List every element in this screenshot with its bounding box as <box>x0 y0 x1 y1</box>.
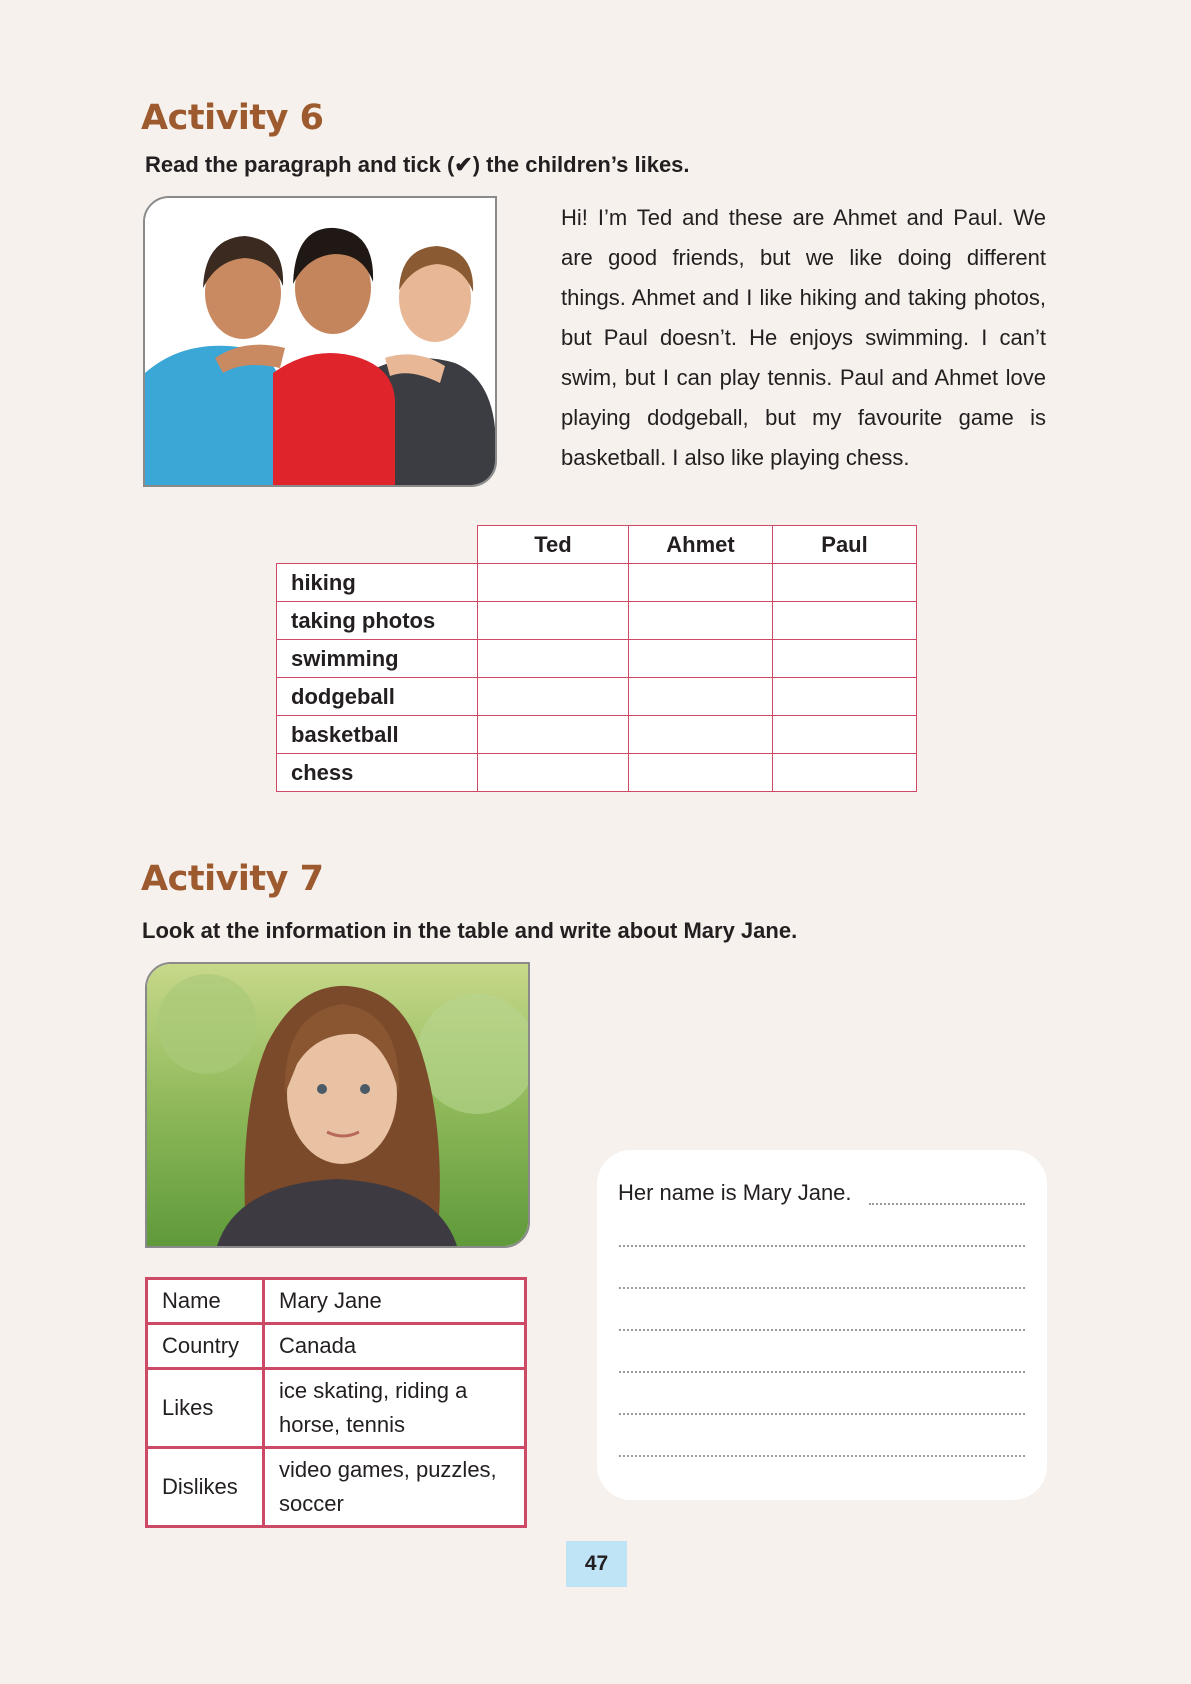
info-label-likes: Likes <box>147 1369 264 1448</box>
tick-cell[interactable] <box>478 678 629 716</box>
writing-line[interactable] <box>869 1203 1025 1205</box>
page-number: 47 <box>566 1541 627 1587</box>
tick-cell[interactable] <box>478 716 629 754</box>
row-label-hiking: hiking <box>277 564 478 602</box>
table-row <box>277 754 917 792</box>
info-value-name: Mary Jane <box>264 1279 526 1324</box>
table-row <box>147 1448 526 1527</box>
activity-6-title: Activity 6 <box>141 98 324 138</box>
empty-corner-cell <box>277 526 478 564</box>
writing-line[interactable] <box>619 1413 1025 1415</box>
writing-line[interactable] <box>619 1287 1025 1289</box>
three-boys-illustration <box>145 198 495 485</box>
tick-cell[interactable] <box>773 678 917 716</box>
tick-cell[interactable] <box>773 754 917 792</box>
table-row <box>147 1279 526 1324</box>
info-value-likes: ice skating, riding a horse, tennis <box>264 1369 526 1448</box>
column-header-ahmet: Ahmet <box>629 526 773 564</box>
boys-photo <box>143 196 497 487</box>
girl-illustration <box>147 964 528 1246</box>
info-value-country: Canada <box>264 1324 526 1369</box>
table-row <box>277 640 917 678</box>
tick-cell[interactable] <box>629 716 773 754</box>
activity-7-instruction: Look at the information in the table and write about Mary Jane. <box>142 918 798 943</box>
girl-photo <box>145 962 530 1248</box>
column-header-paul: Paul <box>773 526 917 564</box>
table-row <box>277 678 917 716</box>
tick-cell[interactable] <box>629 602 773 640</box>
row-label-chess: chess <box>277 754 478 792</box>
writing-line[interactable] <box>619 1455 1025 1457</box>
activity-7-title: Activity 7 <box>141 859 324 899</box>
writing-box <box>597 1150 1047 1500</box>
tick-cell[interactable] <box>773 640 917 678</box>
table-row <box>277 564 917 602</box>
row-label-dodgeball: dodgeball <box>277 678 478 716</box>
mary-jane-info-table <box>145 1277 527 1528</box>
info-value-dislikes: video games, puzzles, soccer <box>264 1448 526 1527</box>
writing-line[interactable] <box>619 1371 1025 1373</box>
tick-cell[interactable] <box>629 678 773 716</box>
row-label-basketball: basketball <box>277 716 478 754</box>
tick-cell[interactable] <box>773 564 917 602</box>
tick-cell[interactable] <box>478 754 629 792</box>
writing-line[interactable] <box>619 1245 1025 1247</box>
writing-line[interactable] <box>619 1329 1025 1331</box>
tick-cell[interactable] <box>478 640 629 678</box>
likes-table <box>276 525 917 792</box>
activity-6-paragraph: Hi! I’m Ted and these are Ahmet and Paul. We are good friends, but we like doing different things. Ahmet and I like hiking and taking photos, but Paul doesn’t. He enjoys swimming. I can’t swim, but I can play tennis. Paul and Ahmet love playing dodgeball, but my favourite game is basketball. I also like playing chess. <box>561 205 1046 470</box>
row-label-swimming: swimming <box>277 640 478 678</box>
tick-cell[interactable] <box>629 564 773 602</box>
activity-6-instruction: Read the paragraph and tick (✔) the children’s likes. <box>145 152 690 177</box>
table-row <box>147 1324 526 1369</box>
tick-cell[interactable] <box>629 754 773 792</box>
info-label-country: Country <box>147 1324 264 1369</box>
likes-table-header-row <box>277 526 917 564</box>
info-label-dislikes: Dislikes <box>147 1448 264 1527</box>
tick-cell[interactable] <box>773 716 917 754</box>
table-row <box>277 602 917 640</box>
table-row <box>147 1369 526 1448</box>
tick-cell[interactable] <box>773 602 917 640</box>
info-label-name: Name <box>147 1279 264 1324</box>
tick-cell[interactable] <box>629 640 773 678</box>
column-header-ted: Ted <box>478 526 629 564</box>
table-row <box>277 716 917 754</box>
writing-start-text: Her name is Mary Jane. <box>618 1180 852 1205</box>
tick-cell[interactable] <box>478 602 629 640</box>
row-label-taking-photos: taking photos <box>277 602 478 640</box>
tick-cell[interactable] <box>478 564 629 602</box>
